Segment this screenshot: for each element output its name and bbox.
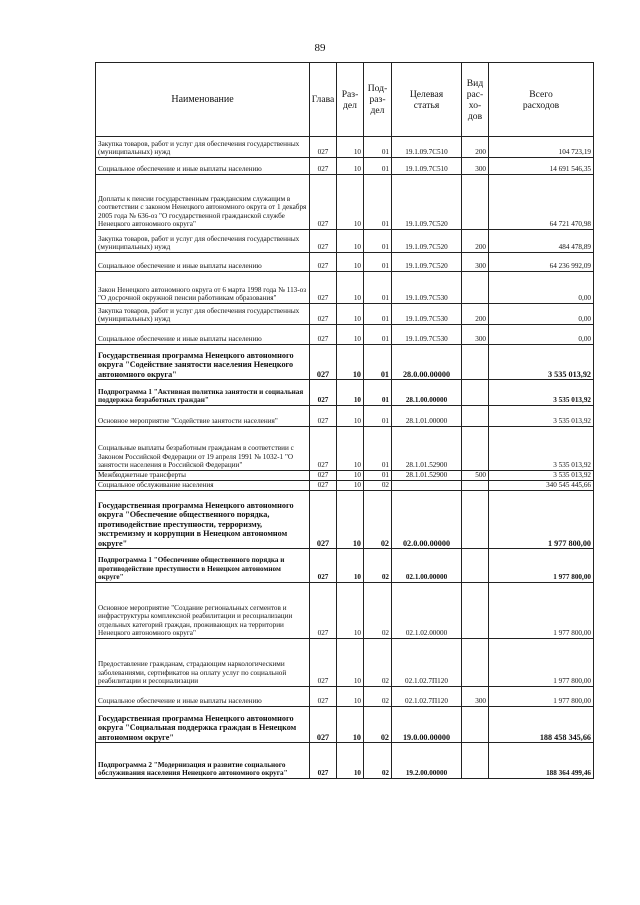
row-article-cell: 19.1.09.7С520 — [392, 253, 462, 272]
row-glava-cell: 027 — [310, 304, 337, 325]
table-row — [96, 427, 594, 471]
table-row — [96, 639, 594, 687]
row-razdel-cell: 10 — [337, 687, 364, 707]
row-article-cell: 02.1.02.00000 — [392, 583, 462, 639]
row-razdel-cell: 10 — [337, 304, 364, 325]
row-name-cell: Основное мероприятие "Содействие занятости населения" — [96, 406, 310, 427]
row-podrazdel-cell: 02 — [364, 491, 392, 549]
table-row — [96, 253, 594, 272]
row-glava-cell: 027 — [310, 481, 337, 491]
row-glava-cell: 027 — [310, 583, 337, 639]
row-total-cell: 3 535 013,92 — [489, 427, 594, 471]
row-total-cell: 340 545 445,66 — [489, 481, 594, 491]
header-podrazdel: Под- раз- дел — [364, 63, 392, 137]
row-expense-type-cell: 300 — [462, 158, 489, 175]
row-razdel-cell: 10 — [337, 481, 364, 491]
row-podrazdel-cell: 01 — [364, 471, 392, 481]
row-name-cell: Основное мероприятие "Создание региональных сегментов и инфраструктуры комплексной реабилитации и ресоциализации отдельных категорий граждан, проживающих на территории Ненецкого автономного округа" — [96, 583, 310, 639]
row-expense-type-cell — [462, 491, 489, 549]
row-total-cell: 3 535 013,92 — [489, 406, 594, 427]
row-name-cell: Социальное обеспечение и иные выплаты населению — [96, 158, 310, 175]
header-name: Наименование — [96, 63, 310, 137]
header-target-article: Целевая статья — [392, 63, 462, 137]
table-row — [96, 707, 594, 743]
row-razdel-cell: 10 — [337, 345, 364, 380]
row-glava-cell: 027 — [310, 639, 337, 687]
row-name-cell: Предоставление гражданам, страдающим наркологическими заболеваниями, сертификатов на оплату услуг по социальной реабилитации и ресоциализации — [96, 639, 310, 687]
row-glava-cell: 027 — [310, 687, 337, 707]
row-razdel-cell: 10 — [337, 471, 364, 481]
row-name-cell: Государственная программа Ненецкого автономного округа "Обеспечение общественного порядка, противодействие преступности, терроризму, экстремизму и коррупции в Ненецком автономном округе" — [96, 491, 310, 549]
row-glava-cell: 027 — [310, 137, 337, 158]
row-expense-type-cell: 300 — [462, 253, 489, 272]
row-podrazdel-cell: 02 — [364, 687, 392, 707]
row-expense-type-cell — [462, 272, 489, 304]
row-podrazdel-cell: 02 — [364, 707, 392, 743]
row-podrazdel-cell: 01 — [364, 158, 392, 175]
page-number: 89 — [314, 42, 326, 54]
row-name-cell: Закупка товаров, работ и услуг для обеспечения государственных (муниципальных) нужд — [96, 304, 310, 325]
row-podrazdel-cell: 02 — [364, 639, 392, 687]
row-expense-type-cell — [462, 707, 489, 743]
row-name-cell: Закон Ненецкого автономного округа от 6 марта 1998 года № 113-оз "О досрочной окружной пенсии работникам образования" — [96, 272, 310, 304]
row-glava-cell: 027 — [310, 175, 337, 230]
row-total-cell: 1 977 800,00 — [489, 491, 594, 549]
table-row — [96, 272, 594, 304]
row-glava-cell: 027 — [310, 325, 337, 345]
table-row — [96, 549, 594, 583]
table-row — [96, 325, 594, 345]
row-glava-cell: 027 — [310, 427, 337, 471]
row-name-cell: Социальное обслуживание населения — [96, 481, 310, 491]
table-row — [96, 481, 594, 491]
row-expense-type-cell — [462, 175, 489, 230]
row-expense-type-cell — [462, 427, 489, 471]
table-row — [96, 304, 594, 325]
row-article-cell: 28.1.01.52900 — [392, 427, 462, 471]
table-row — [96, 471, 594, 481]
row-name-cell: Социальное обеспечение и иные выплаты населению — [96, 687, 310, 707]
row-glava-cell: 027 — [310, 158, 337, 175]
row-article-cell: 19.1.09.7С510 — [392, 137, 462, 158]
row-razdel-cell: 10 — [337, 325, 364, 345]
row-podrazdel-cell: 01 — [364, 304, 392, 325]
row-name-cell: Социальное обеспечение и иные выплаты населению — [96, 325, 310, 345]
row-podrazdel-cell: 01 — [364, 325, 392, 345]
row-razdel-cell: 10 — [337, 583, 364, 639]
row-podrazdel-cell: 02 — [364, 481, 392, 491]
row-glava-cell: 027 — [310, 471, 337, 481]
row-expense-type-cell — [462, 380, 489, 406]
row-glava-cell: 027 — [310, 345, 337, 380]
row-podrazdel-cell: 01 — [364, 406, 392, 427]
table-row — [96, 380, 594, 406]
row-article-cell: 02.1.00.00000 — [392, 549, 462, 583]
row-total-cell: 1 977 800,00 — [489, 549, 594, 583]
row-total-cell: 1 977 800,00 — [489, 639, 594, 687]
row-article-cell: 02.0.00.00000 — [392, 491, 462, 549]
table-row — [96, 158, 594, 175]
row-name-cell: Межбюджетные трансферты — [96, 471, 310, 481]
table-row — [96, 175, 594, 230]
row-expense-type-cell: 200 — [462, 230, 489, 253]
row-article-cell: 28.0.00.00000 — [392, 345, 462, 380]
row-razdel-cell: 10 — [337, 380, 364, 406]
row-razdel-cell: 10 — [337, 253, 364, 272]
row-glava-cell: 027 — [310, 272, 337, 304]
row-razdel-cell: 10 — [337, 743, 364, 779]
row-razdel-cell: 10 — [337, 406, 364, 427]
row-total-cell: 3 535 013,92 — [489, 471, 594, 481]
table-header-row — [96, 63, 594, 137]
row-expense-type-cell: 500 — [462, 471, 489, 481]
row-glava-cell: 027 — [310, 707, 337, 743]
row-total-cell: 1 977 800,00 — [489, 687, 594, 707]
row-total-cell: 188 458 345,66 — [489, 707, 594, 743]
row-podrazdel-cell: 01 — [364, 175, 392, 230]
row-total-cell: 0,00 — [489, 325, 594, 345]
row-expense-type-cell: 300 — [462, 687, 489, 707]
row-expense-type-cell — [462, 743, 489, 779]
row-razdel-cell: 10 — [337, 158, 364, 175]
row-article-cell: 02.1.02.7П120 — [392, 687, 462, 707]
row-razdel-cell: 10 — [337, 707, 364, 743]
row-glava-cell: 027 — [310, 549, 337, 583]
row-name-cell: Подпрограмма 2 "Модернизация и развитие социального обслуживания населения Ненецкого автономного округа" — [96, 743, 310, 779]
row-total-cell: 0,00 — [489, 304, 594, 325]
table-row — [96, 491, 594, 549]
row-total-cell: 14 691 546,35 — [489, 158, 594, 175]
row-expense-type-cell — [462, 549, 489, 583]
row-podrazdel-cell: 01 — [364, 272, 392, 304]
row-total-cell: 484 478,89 — [489, 230, 594, 253]
row-podrazdel-cell: 02 — [364, 549, 392, 583]
row-podrazdel-cell: 02 — [364, 583, 392, 639]
row-total-cell: 188 364 499,46 — [489, 743, 594, 779]
row-expense-type-cell — [462, 639, 489, 687]
row-article-cell: 19.1.09.7С530 — [392, 325, 462, 345]
table-row — [96, 345, 594, 380]
row-article-cell: 19.2.00.00000 — [392, 743, 462, 779]
row-expense-type-cell: 300 — [462, 325, 489, 345]
row-razdel-cell: 10 — [337, 549, 364, 583]
table-row — [96, 137, 594, 158]
row-total-cell: 3 535 013,92 — [489, 345, 594, 380]
row-name-cell: Доплаты к пенсии государственным гражданским служащим в соответствии с законом Ненецкого автономного округа от 1 декабря 2005 года № 636-оз "О государственной гражданской службе Ненецкого автономного округа" — [96, 175, 310, 230]
table-row — [96, 230, 594, 253]
row-glava-cell: 027 — [310, 380, 337, 406]
row-article-cell: 19.1.09.7С530 — [392, 272, 462, 304]
row-razdel-cell: 10 — [337, 175, 364, 230]
row-article-cell: 19.1.09.7С520 — [392, 175, 462, 230]
row-razdel-cell: 10 — [337, 137, 364, 158]
row-podrazdel-cell: 01 — [364, 427, 392, 471]
row-article-cell: 28.1.01.52900 — [392, 471, 462, 481]
row-name-cell: Государственная программа Ненецкого автономного округа "Социальная поддержка граждан в Ненецком автономном округе" — [96, 707, 310, 743]
row-razdel-cell: 10 — [337, 272, 364, 304]
row-total-cell: 0,00 — [489, 272, 594, 304]
row-total-cell: 64 236 992,09 — [489, 253, 594, 272]
row-article-cell: 19.1.09.7С530 — [392, 304, 462, 325]
row-podrazdel-cell: 01 — [364, 380, 392, 406]
row-razdel-cell: 10 — [337, 230, 364, 253]
row-podrazdel-cell: 01 — [364, 137, 392, 158]
row-article-cell: 19.1.09.7С510 — [392, 158, 462, 175]
row-article-cell: 02.1.02.7П120 — [392, 639, 462, 687]
row-name-cell: Закупка товаров, работ и услуг для обеспечения государственных (муниципальных) нужд — [96, 137, 310, 158]
header-razdel: Раз- дел — [337, 63, 364, 137]
row-razdel-cell: 10 — [337, 491, 364, 549]
expenditure-table — [95, 62, 594, 779]
row-article-cell — [392, 481, 462, 491]
row-glava-cell: 027 — [310, 230, 337, 253]
row-article-cell: 19.1.09.7С520 — [392, 230, 462, 253]
row-total-cell: 1 977 800,00 — [489, 583, 594, 639]
row-article-cell: 28.1.00.00000 — [392, 380, 462, 406]
table-row — [96, 406, 594, 427]
row-glava-cell: 027 — [310, 406, 337, 427]
row-expense-type-cell — [462, 481, 489, 491]
header-total: Всего расходов — [489, 63, 594, 137]
row-razdel-cell: 10 — [337, 427, 364, 471]
row-total-cell: 104 723,19 — [489, 137, 594, 158]
table-row — [96, 687, 594, 707]
row-name-cell: Подпрограмма 1 "Обеспечение общественного порядка и противодействие преступности в Ненецком автономном округе" — [96, 549, 310, 583]
row-expense-type-cell — [462, 406, 489, 427]
row-glava-cell: 027 — [310, 491, 337, 549]
row-expense-type-cell: 200 — [462, 304, 489, 325]
row-name-cell: Подпрограмма 1 "Активная политика занятости и социальная поддержка безработных граждан" — [96, 380, 310, 406]
row-expense-type-cell — [462, 345, 489, 380]
row-total-cell: 64 721 470,98 — [489, 175, 594, 230]
row-razdel-cell: 10 — [337, 639, 364, 687]
table-row — [96, 583, 594, 639]
row-podrazdel-cell: 01 — [364, 230, 392, 253]
row-podrazdel-cell: 01 — [364, 345, 392, 380]
row-expense-type-cell: 200 — [462, 137, 489, 158]
row-name-cell: Социальные выплаты безработным гражданам в соответствии с Законом Российской Федерации от 19 апреля 1991 № 1032-1 "О занятости населения в Российской Федерации" — [96, 427, 310, 471]
row-podrazdel-cell: 01 — [364, 253, 392, 272]
row-glava-cell: 027 — [310, 253, 337, 272]
header-glava: Глава — [310, 63, 337, 137]
row-name-cell: Социальное обеспечение и иные выплаты населению — [96, 253, 310, 272]
row-podrazdel-cell: 02 — [364, 743, 392, 779]
header-expense-type: Вид рас- хо- дов — [462, 63, 489, 137]
row-total-cell: 3 535 013,92 — [489, 380, 594, 406]
row-glava-cell: 027 — [310, 743, 337, 779]
row-article-cell: 28.1.01.00000 — [392, 406, 462, 427]
table-row — [96, 743, 594, 779]
row-article-cell: 19.0.00.00000 — [392, 707, 462, 743]
row-name-cell: Государственная программа Ненецкого автономного округа "Содействие занятости населения Ненецкого автономного округа" — [96, 345, 310, 380]
row-name-cell: Закупка товаров, работ и услуг для обеспечения государственных (муниципальных) нужд — [96, 230, 310, 253]
row-expense-type-cell — [462, 583, 489, 639]
